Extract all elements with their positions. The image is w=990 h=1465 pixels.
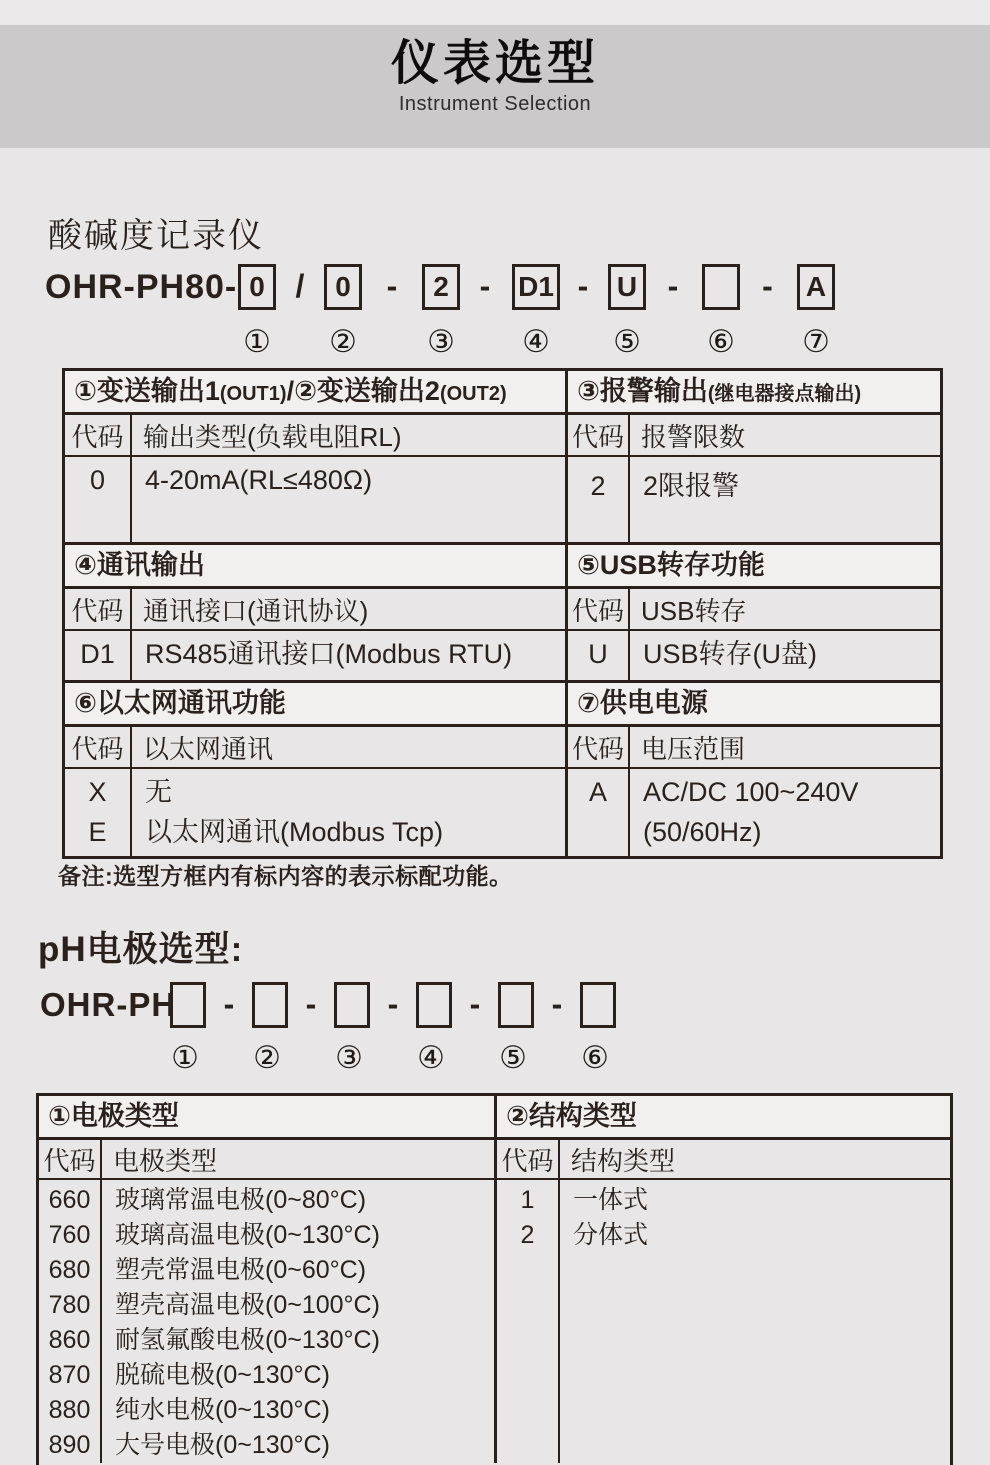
section-half bbox=[39, 1096, 494, 1463]
electrode-code-separator: - bbox=[305, 986, 317, 1022]
section-grid bbox=[497, 1140, 950, 1463]
desc-column-header: 报警限数 bbox=[630, 415, 940, 457]
electrode-code-box-6 bbox=[580, 982, 616, 1028]
section-header-text: ②结构类型 bbox=[506, 1101, 637, 1131]
section-grid bbox=[568, 589, 940, 680]
electrode-code-box-4 bbox=[416, 982, 452, 1028]
code-value: 760 bbox=[48, 1221, 91, 1249]
section-header bbox=[568, 371, 940, 415]
section-half bbox=[565, 371, 940, 542]
code-cell bbox=[568, 631, 630, 680]
desc-column-header: 输出类型(负载电阻RL) bbox=[132, 415, 565, 457]
section-header-text: (OUT1) bbox=[219, 383, 287, 405]
code-cell bbox=[497, 1180, 560, 1463]
electrode-position-label-1: ① bbox=[171, 1040, 199, 1075]
code-value: 780 bbox=[48, 1291, 91, 1319]
code-value: 680 bbox=[48, 1256, 91, 1284]
code-cell bbox=[65, 769, 132, 856]
section-half bbox=[565, 683, 940, 856]
electrode-code-separator: - bbox=[551, 986, 563, 1022]
position-label-4: ④ bbox=[522, 324, 550, 359]
desc-cell bbox=[560, 1180, 950, 1463]
position-label-5: ⑤ bbox=[613, 324, 641, 359]
position-label-2: ② bbox=[329, 324, 357, 359]
code-value: 2 bbox=[520, 1221, 535, 1249]
code-column-header: 代码 bbox=[65, 589, 132, 631]
section-header bbox=[65, 545, 565, 589]
section-half bbox=[65, 683, 565, 856]
code-value: 2 bbox=[590, 471, 606, 501]
electrode-code-box-3 bbox=[334, 982, 370, 1028]
section-half bbox=[494, 1096, 950, 1463]
section-header bbox=[39, 1096, 494, 1140]
section-header-text: ①电极类型 bbox=[48, 1101, 179, 1131]
electrode-code-separator: - bbox=[387, 986, 399, 1022]
section-header-text: ①变送输出1 bbox=[74, 376, 220, 406]
desc-value: 耐氢氟酸电极(0~130°C) bbox=[115, 1326, 380, 1354]
desc-cell bbox=[132, 769, 565, 856]
position-label-1: ① bbox=[243, 324, 271, 359]
desc-value: USB转存(U盘) bbox=[643, 639, 817, 669]
model-code-box-4: D1 bbox=[512, 264, 560, 310]
section-grid bbox=[39, 1140, 494, 1463]
electrode-position-label-4: ④ bbox=[417, 1040, 445, 1075]
code-value: 1 bbox=[520, 1186, 535, 1214]
code-column-header: 代码 bbox=[65, 415, 132, 457]
desc-value: 以太网通讯(Modbus Tcp) bbox=[145, 817, 444, 847]
electrode-table-section bbox=[39, 1096, 950, 1463]
code-cell bbox=[568, 769, 630, 856]
code-cell bbox=[568, 457, 630, 542]
desc-value: 塑壳高温电极(0~100°C) bbox=[115, 1291, 380, 1319]
desc-column-header: 结构类型 bbox=[560, 1140, 950, 1180]
code-column-header: 代码 bbox=[568, 589, 630, 631]
electrode-code-box-1 bbox=[170, 982, 206, 1028]
selection-table-section-1 bbox=[65, 371, 940, 542]
model-code-box-5: U bbox=[608, 264, 646, 310]
electrode-table bbox=[36, 1093, 953, 1465]
code-value: 660 bbox=[48, 1186, 91, 1214]
note-line: 备注:选型方框内有标内容的表示标配功能。 bbox=[58, 863, 513, 889]
electrode-heading: pH电极选型: bbox=[38, 930, 244, 969]
model-code-box-3: 2 bbox=[422, 264, 460, 310]
desc-value: 一体式 bbox=[573, 1186, 649, 1214]
section-header bbox=[568, 545, 940, 589]
desc-value: 4-20mA(RL≤480Ω) bbox=[145, 465, 373, 495]
code-column-header: 代码 bbox=[497, 1140, 560, 1180]
section-header-text: (继电器接点输出) bbox=[707, 383, 862, 405]
desc-column-header: 电极类型 bbox=[102, 1140, 494, 1180]
electrode-code-box-2 bbox=[252, 982, 288, 1028]
section-header-text: ③报警输出 bbox=[577, 376, 708, 406]
position-label-6: ⑥ bbox=[707, 324, 735, 359]
desc-cell bbox=[102, 1180, 494, 1463]
desc-value: 玻璃常温电极(0~80°C) bbox=[115, 1186, 367, 1214]
electrode-position-label-2: ② bbox=[253, 1040, 281, 1075]
code-value: 880 bbox=[48, 1396, 91, 1424]
section-half bbox=[65, 371, 565, 542]
desc-value: 2限报警 bbox=[643, 471, 740, 501]
electrode-code-separator: - bbox=[223, 986, 235, 1022]
section-header bbox=[568, 683, 940, 727]
desc-value: 玻璃高温电极(0~130°C) bbox=[115, 1221, 380, 1249]
section-grid bbox=[568, 415, 940, 542]
code-column-header: 代码 bbox=[65, 727, 132, 769]
model-code-separator: / bbox=[295, 268, 305, 304]
code-value: A bbox=[588, 777, 607, 807]
section-header-text: ⑤USB转存功能 bbox=[577, 550, 765, 580]
code-value: 890 bbox=[48, 1431, 91, 1459]
desc-value: (50/60Hz) bbox=[643, 817, 762, 847]
desc-value: RS485通讯接口(Modbus RTU) bbox=[145, 639, 513, 669]
electrode-position-label-5: ⑤ bbox=[499, 1040, 527, 1075]
model-code-box-7: A bbox=[797, 264, 835, 310]
code-cell bbox=[65, 631, 132, 680]
electrode-code-separator: - bbox=[469, 986, 481, 1022]
section-grid bbox=[568, 727, 940, 856]
desc-value: 大号电极(0~130°C) bbox=[115, 1431, 330, 1459]
desc-cell bbox=[630, 631, 940, 680]
page-title: 仪表选型 bbox=[390, 37, 599, 90]
section-header-text: /②变送输出2 bbox=[286, 376, 440, 406]
section-header-text: (OUT2) bbox=[439, 383, 507, 405]
desc-value: 分体式 bbox=[573, 1221, 649, 1249]
code-value: X bbox=[88, 777, 107, 807]
code-cell bbox=[65, 457, 132, 542]
selection-table bbox=[62, 368, 943, 859]
model-code-box-2: 0 bbox=[324, 264, 362, 310]
selection-table-section-2 bbox=[65, 542, 940, 680]
title-band bbox=[0, 25, 990, 148]
section-grid bbox=[65, 589, 565, 680]
desc-value: 纯水电极(0~130°C) bbox=[115, 1396, 330, 1424]
model-code-separator: - bbox=[386, 268, 398, 304]
section-header-text: ④通讯输出 bbox=[74, 550, 205, 580]
recorder-model-prefix: OHR-PH80- bbox=[45, 268, 238, 306]
code-value: U bbox=[588, 639, 608, 669]
section-grid bbox=[65, 415, 565, 542]
code-column-header: 代码 bbox=[568, 415, 630, 457]
position-label-3: ③ bbox=[427, 324, 455, 359]
section-header bbox=[497, 1096, 950, 1140]
electrode-position-label-3: ③ bbox=[335, 1040, 363, 1075]
model-code-separator: - bbox=[762, 268, 773, 304]
model-code-separator: - bbox=[479, 268, 491, 304]
desc-value: 脱硫电极(0~130°C) bbox=[115, 1361, 330, 1389]
desc-cell bbox=[132, 631, 565, 680]
desc-value: 无 bbox=[145, 777, 172, 807]
desc-column-header: 通讯接口(通讯协议) bbox=[132, 589, 565, 631]
section-half bbox=[565, 545, 940, 680]
model-code-separator: - bbox=[667, 268, 679, 304]
code-value: 0 bbox=[89, 465, 106, 495]
desc-column-header: USB转存 bbox=[630, 589, 940, 631]
desc-column-header: 电压范围 bbox=[630, 727, 940, 769]
code-cell bbox=[39, 1180, 102, 1463]
selection-table-section-3 bbox=[65, 680, 940, 856]
desc-cell bbox=[630, 457, 940, 542]
top-strip bbox=[0, 0, 990, 25]
electrode-position-label-6: ⑥ bbox=[581, 1040, 609, 1075]
section-half bbox=[65, 545, 565, 680]
electrode-code-box-5 bbox=[498, 982, 534, 1028]
desc-cell bbox=[630, 769, 940, 856]
desc-value: 塑壳常温电极(0~60°C) bbox=[115, 1256, 367, 1284]
section-header bbox=[65, 371, 565, 415]
code-value: D1 bbox=[80, 639, 115, 669]
electrode-model-prefix: OHR-PH bbox=[40, 986, 177, 1023]
model-code-box-1: 0 bbox=[238, 264, 276, 310]
section-header-text: ⑥以太网通讯功能 bbox=[74, 688, 286, 718]
code-column-header: 代码 bbox=[39, 1140, 102, 1180]
desc-column-header: 以太网通讯 bbox=[132, 727, 565, 769]
section-header bbox=[65, 683, 565, 727]
code-value: 870 bbox=[48, 1361, 91, 1389]
code-column-header: 代码 bbox=[568, 727, 630, 769]
section-header-text: ⑦供电电源 bbox=[577, 688, 708, 718]
section-grid bbox=[65, 727, 565, 856]
model-code-separator: - bbox=[577, 268, 589, 304]
desc-value: AC/DC 100~240V bbox=[643, 777, 859, 807]
code-value: E bbox=[88, 817, 107, 847]
code-value: 860 bbox=[48, 1326, 91, 1354]
page-subtitle: Instrument Selection bbox=[398, 93, 592, 115]
model-code-box-6 bbox=[702, 264, 740, 310]
position-label-7: ⑦ bbox=[802, 324, 830, 359]
desc-cell bbox=[132, 457, 565, 542]
recorder-heading: 酸碱度记录仪 bbox=[48, 217, 264, 255]
